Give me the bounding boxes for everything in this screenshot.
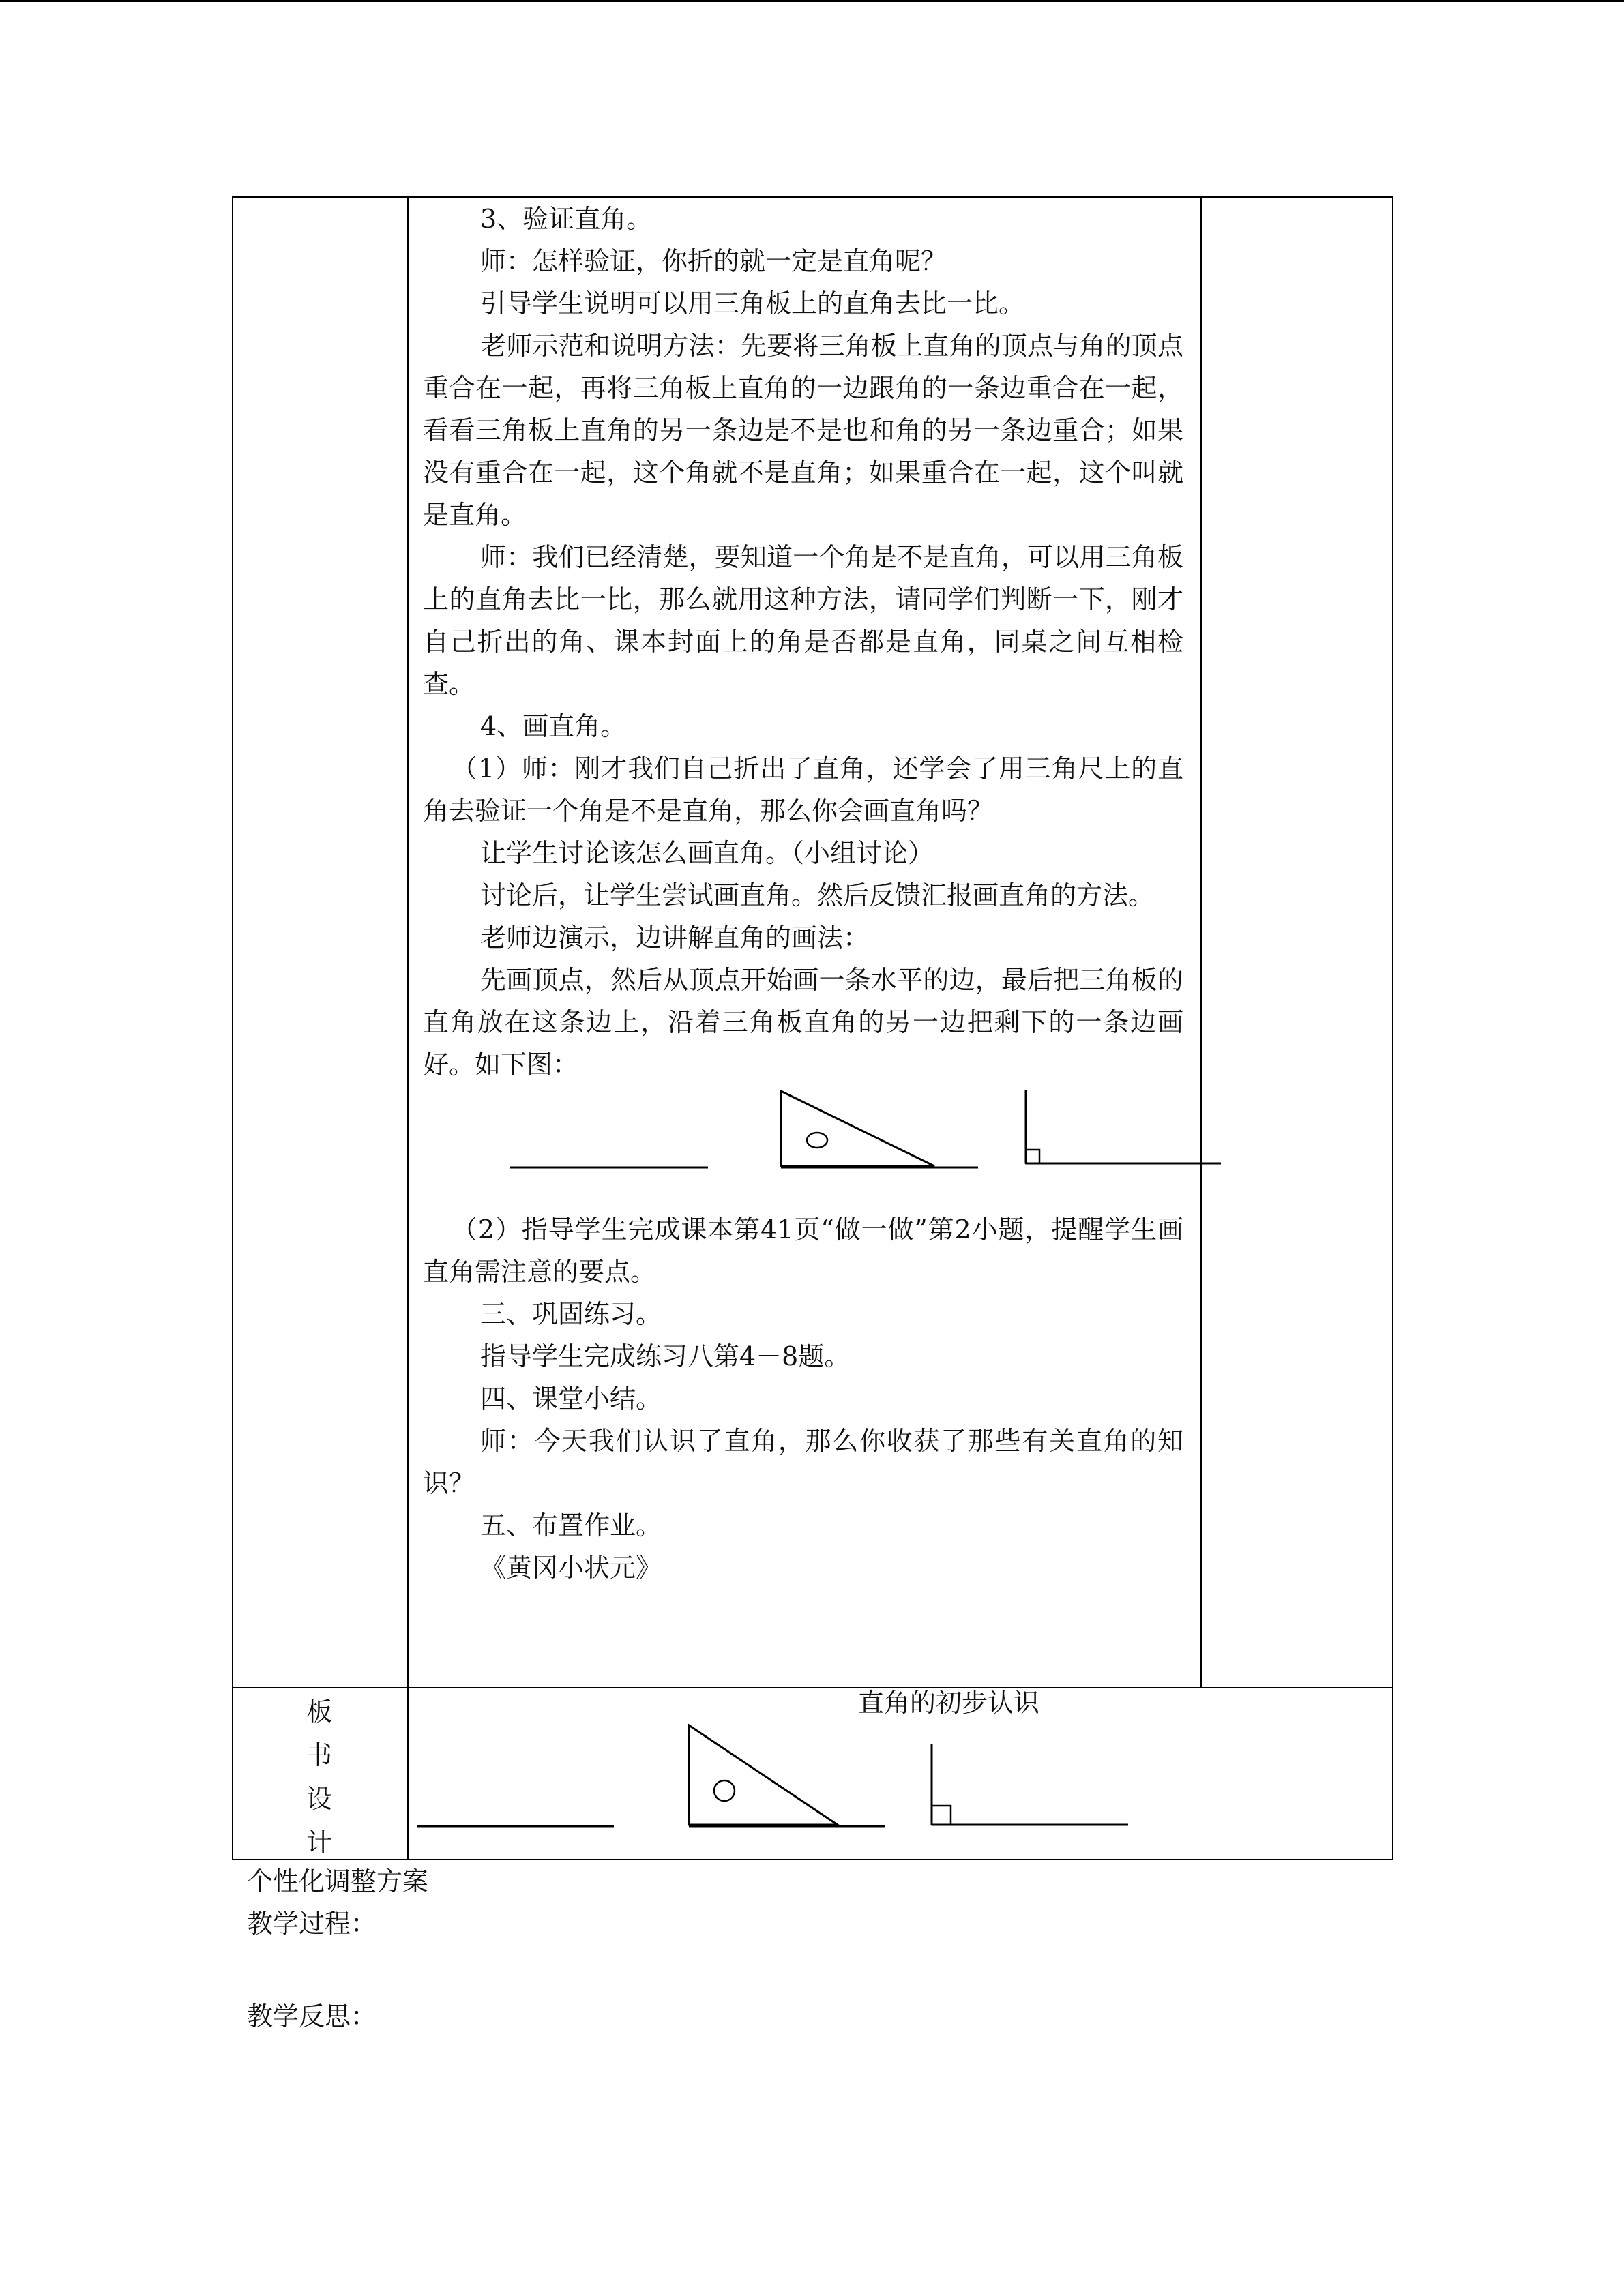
lesson-paragraph-9: 讨论后，让学生尝试画直角。然后反馈汇报画直角的方法。: [480, 880, 1155, 910]
board-label-char-1: 板: [306, 1697, 332, 1727]
table-row-divider: [232, 1687, 1393, 1688]
board-right-angle-mark: [932, 1806, 951, 1825]
lesson-paragraph-3: 引导学生说明可以用三角板上的直角去比一比。: [480, 288, 1025, 318]
adjust-plan-label: 个性化调整方案: [247, 1866, 429, 1896]
lesson-paragraph-after-7: 《黄冈小状元》: [480, 1553, 662, 1583]
right-angle-steps-figure: [423, 1086, 1228, 1208]
lesson-paragraph-4: 老师示范和说明方法：先要将三角板上直角的顶点与角的顶点重合在一起，再将三角板上直角的一边跟角的一条边重合在一起，看看三角板上直角的另一条边是不是也和角的另一条边重合；如果没有重合在一起，这个角就不是直角；如果重合在一起，这个叫就是直角。: [423, 331, 1183, 530]
lesson-paragraphs-after: [423, 1208, 1183, 1589]
table-left-border: [232, 196, 233, 1860]
table-bottom-border: [232, 1859, 1393, 1860]
lesson-content: [423, 198, 1183, 1589]
lesson-paragraph-after-4: 四、课堂小结。: [480, 1384, 662, 1414]
lesson-paragraph-after-1: （2）指导学生完成课本第41页“做一做”第2小题，提醒学生画直角需注意的要点。: [423, 1214, 1183, 1287]
lesson-paragraph-after-5: 师：今天我们认识了直角，那么你收获了那些有关直角的知识？: [423, 1426, 1183, 1498]
step2-triangle-ruler: [781, 1091, 934, 1166]
drawing-figure: [423, 1086, 1183, 1208]
lesson-paragraph-after-2: 三、巩固练习。: [480, 1299, 662, 1329]
lesson-paragraph-after-6: 五、布置作业。: [480, 1510, 662, 1540]
table-col-divider-2: [1200, 196, 1202, 1688]
lesson-paragraph-after-3: 指导学生完成练习八第4－8题。: [480, 1341, 851, 1371]
lesson-paragraph-10: 老师边演示，边讲解直角的画法：: [480, 923, 870, 953]
lesson-paragraph-5: 师：我们已经清楚，要知道一个角是不是直角，可以用三角板上的直角去比一比，那么就用这种方法，请同学们判断一下，刚才自己折出的角、课本封面上的角是否都是直角，同桌之间互相检查。: [423, 542, 1183, 699]
lesson-paragraph-6: 4、画直角。: [480, 711, 627, 741]
page-top-rule: [0, 0, 1624, 2]
lesson-paragraphs: [423, 198, 1183, 1086]
table-right-border: [1392, 196, 1393, 1860]
board-triangle-ruler: [689, 1725, 838, 1825]
board-ruler-hole: [714, 1780, 735, 1801]
lesson-paragraph-11: 先画顶点，然后从顶点开始画一条水平的边，最后把三角板的直角放在这条边上，沿着三角板直角的另一边把剩下的一条边画好。如下图：: [423, 965, 1183, 1079]
process-label: 教学过程：: [247, 1909, 377, 1939]
board-label-char-4: 计: [306, 1828, 332, 1858]
table-col-divider-1: [407, 196, 409, 1860]
right-angle-mark: [1026, 1150, 1039, 1163]
lesson-paragraph-7: （1）师：刚才我们自己折出了直角，还学会了用三角尺上的直角去验证一个角是不是直角，那么你会画直角吗？: [423, 754, 1183, 826]
board-label-char-3: 设: [306, 1784, 332, 1814]
board-title: 直角的初步认识: [858, 1688, 1040, 1718]
board-figure: [409, 1718, 1200, 1855]
lesson-paragraph-2: 师：怎样验证，你折的就一定是直角呢？: [480, 246, 947, 276]
board-label-char-2: 书: [306, 1740, 332, 1770]
reflection-label: 教学反思：: [247, 2001, 377, 2031]
lesson-paragraph-8: 让学生讨论该怎么画直角。（小组讨论）: [480, 838, 934, 868]
lesson-paragraph-1: 3、验证直角。: [480, 204, 653, 234]
ruler-hole: [807, 1133, 827, 1148]
